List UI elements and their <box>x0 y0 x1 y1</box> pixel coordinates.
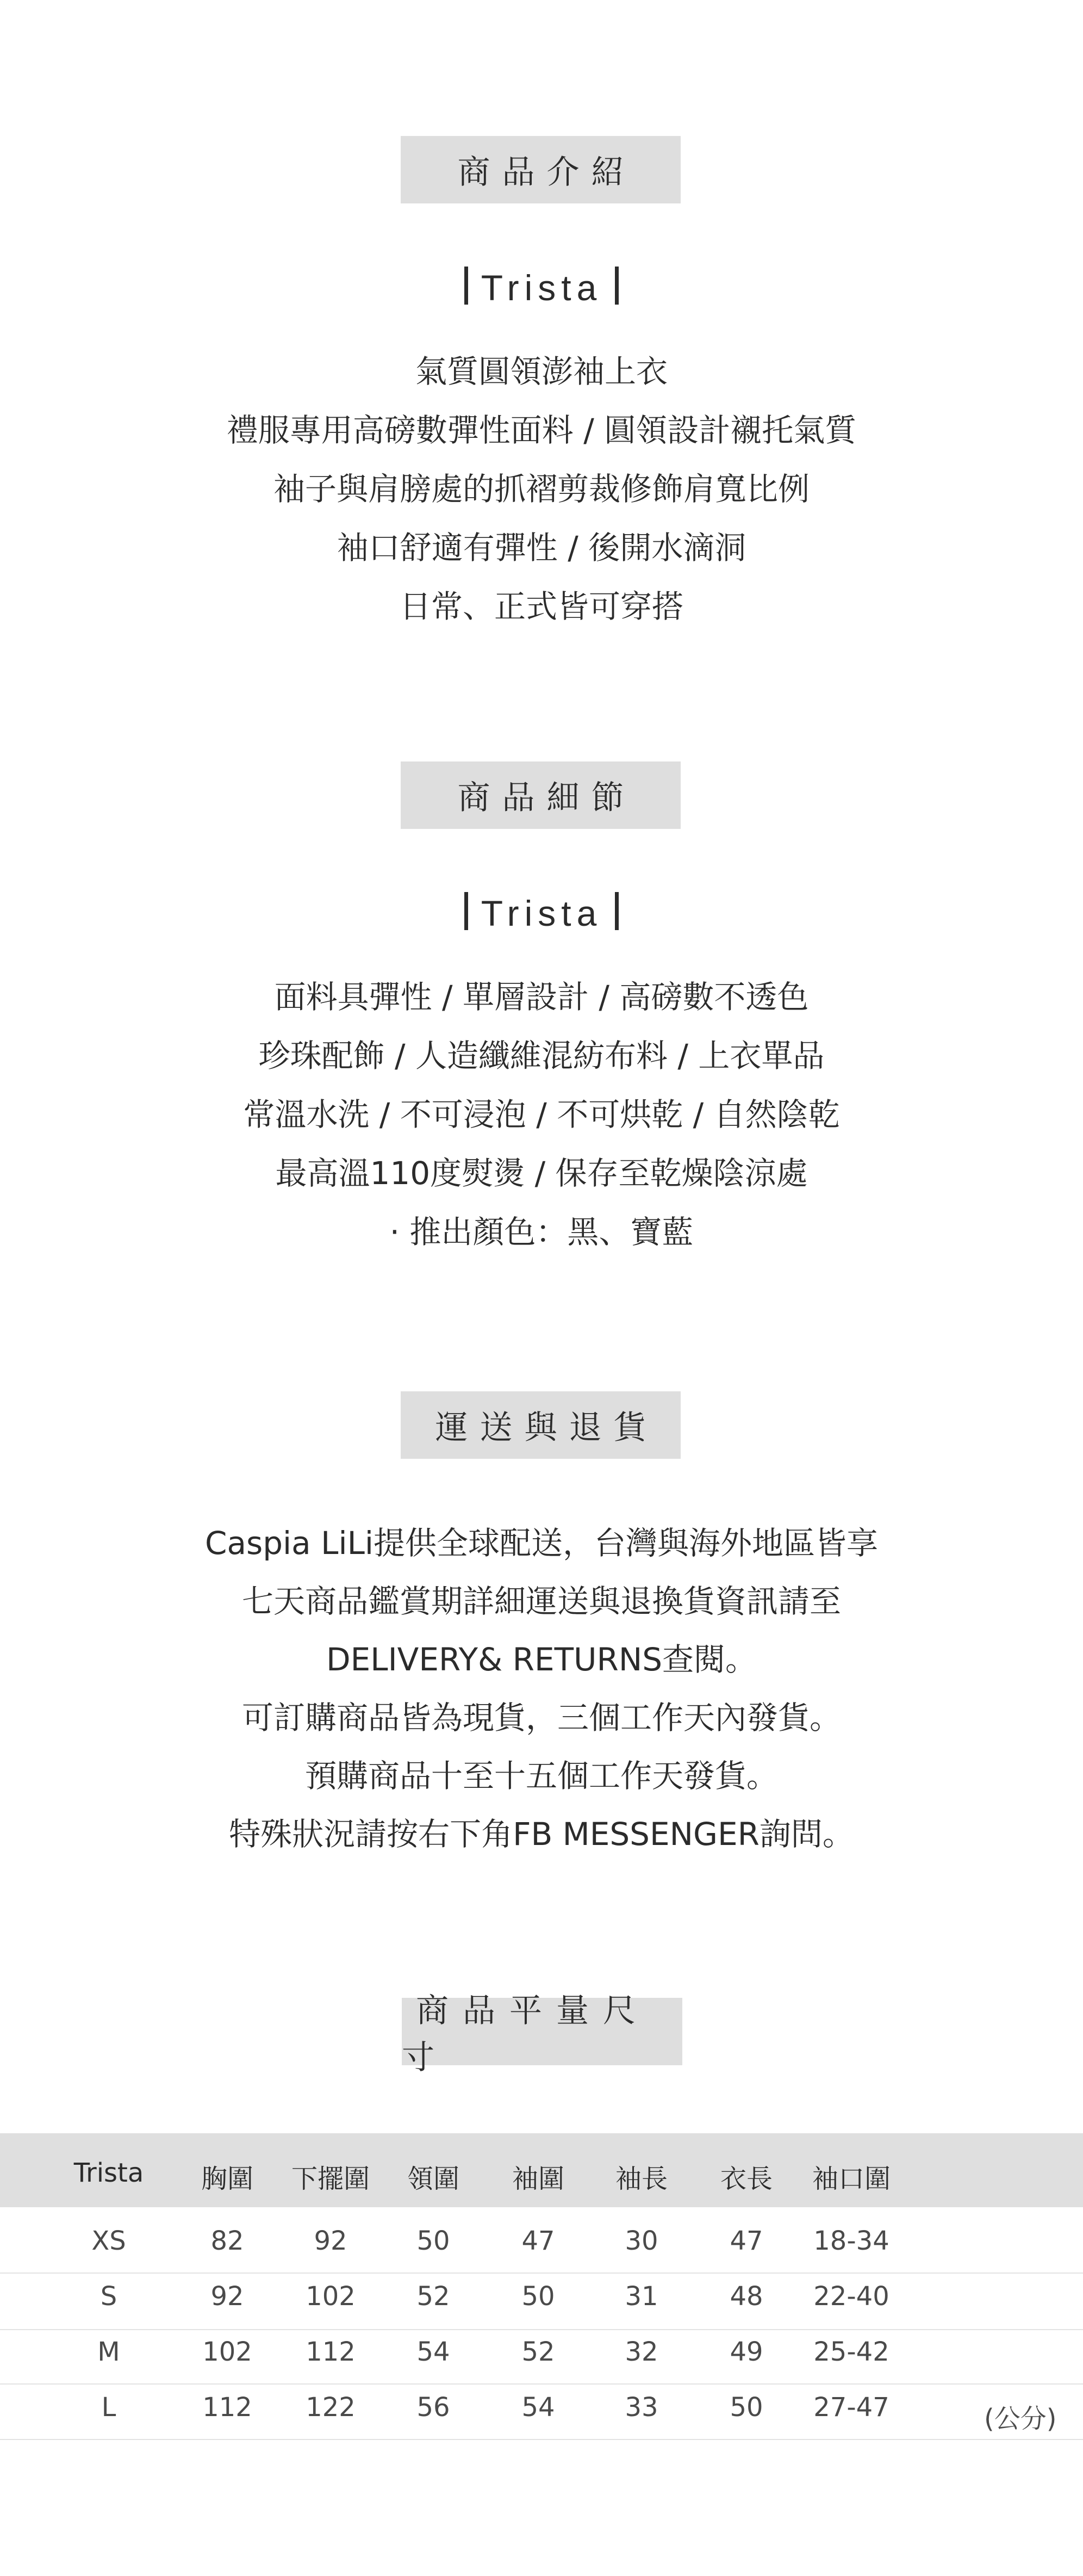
size-header-cell: 袖長 <box>615 2164 668 2194</box>
size-value-cell: 32 <box>625 2337 658 2367</box>
size-value-cell: 122 <box>306 2392 356 2423</box>
size-header-cell: 胸圍 <box>201 2164 254 2194</box>
size-value-cell: 54 <box>521 2392 555 2423</box>
intro-line: 袖口舒適有彈性 / 後開水滴洞 <box>337 529 746 566</box>
size-value-cell: 18-34 <box>813 2226 889 2256</box>
brand-name: Trista <box>481 268 602 308</box>
details-line: 常溫水洗 / 不可浸泡 / 不可烘乾 / 自然陰乾 <box>243 1096 840 1133</box>
size-header-cell: 衣長 <box>720 2164 773 2194</box>
divider-bar-right <box>615 892 619 930</box>
size-value-cell: 48 <box>730 2281 763 2312</box>
size-header-cell: 下擺圍 <box>291 2164 370 2194</box>
size-label-cell: M <box>97 2337 120 2367</box>
size-value-cell: 31 <box>625 2281 658 2312</box>
shipping-line: Caspia LiLi提供全球配送，台灣與海外地區皆享 <box>204 1525 879 1562</box>
divider-bar-left <box>464 892 468 930</box>
size-value-cell: 30 <box>625 2226 658 2256</box>
size-value-cell: 52 <box>521 2337 555 2367</box>
section-title-details: 商品細節 <box>401 761 681 829</box>
size-value-cell: 56 <box>416 2392 450 2423</box>
size-value-cell: 49 <box>730 2337 763 2367</box>
details-line: · 推出顏色：黑、寶藍 <box>389 1213 694 1250</box>
size-value-cell: 112 <box>202 2392 252 2423</box>
details-line: 珍珠配飾 / 人造纖維混紡布料 / 上衣單品 <box>258 1037 825 1074</box>
intro-line: 日常、正式皆可穿搭 <box>399 588 683 625</box>
shipping-line: 預購商品十至十五個工作天發貨。 <box>304 1757 778 1794</box>
size-value-cell: 52 <box>416 2281 450 2312</box>
brand-heading-details <box>0 892 1083 934</box>
intro-line: 氣質圓領澎袖上衣 <box>415 353 668 390</box>
size-value-cell: 33 <box>625 2392 658 2423</box>
size-header-cell: 袖圍 <box>512 2164 565 2194</box>
size-value-cell: 50 <box>521 2281 555 2312</box>
row-divider <box>0 2329 1083 2330</box>
details-line: 面料具彈性 / 單層設計 / 高磅數不透色 <box>274 979 809 1015</box>
size-value-cell: 82 <box>210 2226 244 2256</box>
intro-description <box>0 346 1083 640</box>
section-title-shipping: 運送與退貨 <box>401 1391 681 1459</box>
size-label-cell: S <box>100 2281 117 2312</box>
size-label-cell: L <box>101 2392 116 2423</box>
details-description <box>0 971 1083 1265</box>
row-divider <box>0 2383 1083 2385</box>
details-line: 最高溫110度熨燙 / 保存至乾燥陰涼處 <box>275 1155 808 1192</box>
shipping-line: 特殊狀況請按右下角FB MESSENGER詢問。 <box>229 1816 854 1853</box>
size-value-cell: 102 <box>202 2337 252 2367</box>
intro-line: 禮服專用高磅數彈性面料 / 圓領設計襯托氣質 <box>226 412 857 449</box>
size-value-cell: 102 <box>306 2281 356 2312</box>
shipping-line: DELIVERY& RETURNS查閱。 <box>326 1641 757 1678</box>
size-header-cell: 袖口圍 <box>812 2164 891 2194</box>
size-label-cell: XS <box>91 2226 126 2256</box>
size-value-cell: 27-47 <box>813 2392 889 2423</box>
size-value-cell: 92 <box>314 2226 347 2256</box>
size-header-cell: Trista <box>73 2158 144 2188</box>
shipping-line: 七天商品鑑賞期詳細運送與退換貨資訊請至 <box>241 1583 841 1620</box>
size-value-cell: 112 <box>306 2337 356 2367</box>
size-value-cell: 92 <box>210 2281 244 2312</box>
divider-bar-left <box>464 267 468 305</box>
section-title-size: 商品平量尺寸 <box>402 1998 682 2065</box>
size-value-cell: 25-42 <box>813 2337 889 2367</box>
size-value-cell: 47 <box>521 2226 555 2256</box>
section-title-intro: 商品介紹 <box>401 136 681 203</box>
divider-bar-right <box>615 267 619 305</box>
size-value-cell: 50 <box>416 2226 450 2256</box>
size-value-cell: 54 <box>416 2337 450 2367</box>
row-divider <box>0 2439 1083 2440</box>
size-value-cell: 50 <box>730 2392 763 2423</box>
brand-heading-intro <box>0 267 1083 308</box>
size-value-cell: 47 <box>730 2226 763 2256</box>
shipping-description <box>0 1518 1083 1867</box>
shipping-line: 可訂購商品皆為現貨，三個工作天內發貨。 <box>241 1699 841 1736</box>
unit-label: (公分) <box>984 2404 1057 2434</box>
intro-line: 袖子與肩膀處的抓褶剪裁修飾肩寬比例 <box>273 470 810 507</box>
brand-name: Trista <box>481 893 602 933</box>
size-header-cell: 領圍 <box>407 2164 460 2194</box>
row-divider <box>0 2272 1083 2274</box>
size-value-cell: 22-40 <box>813 2281 889 2312</box>
